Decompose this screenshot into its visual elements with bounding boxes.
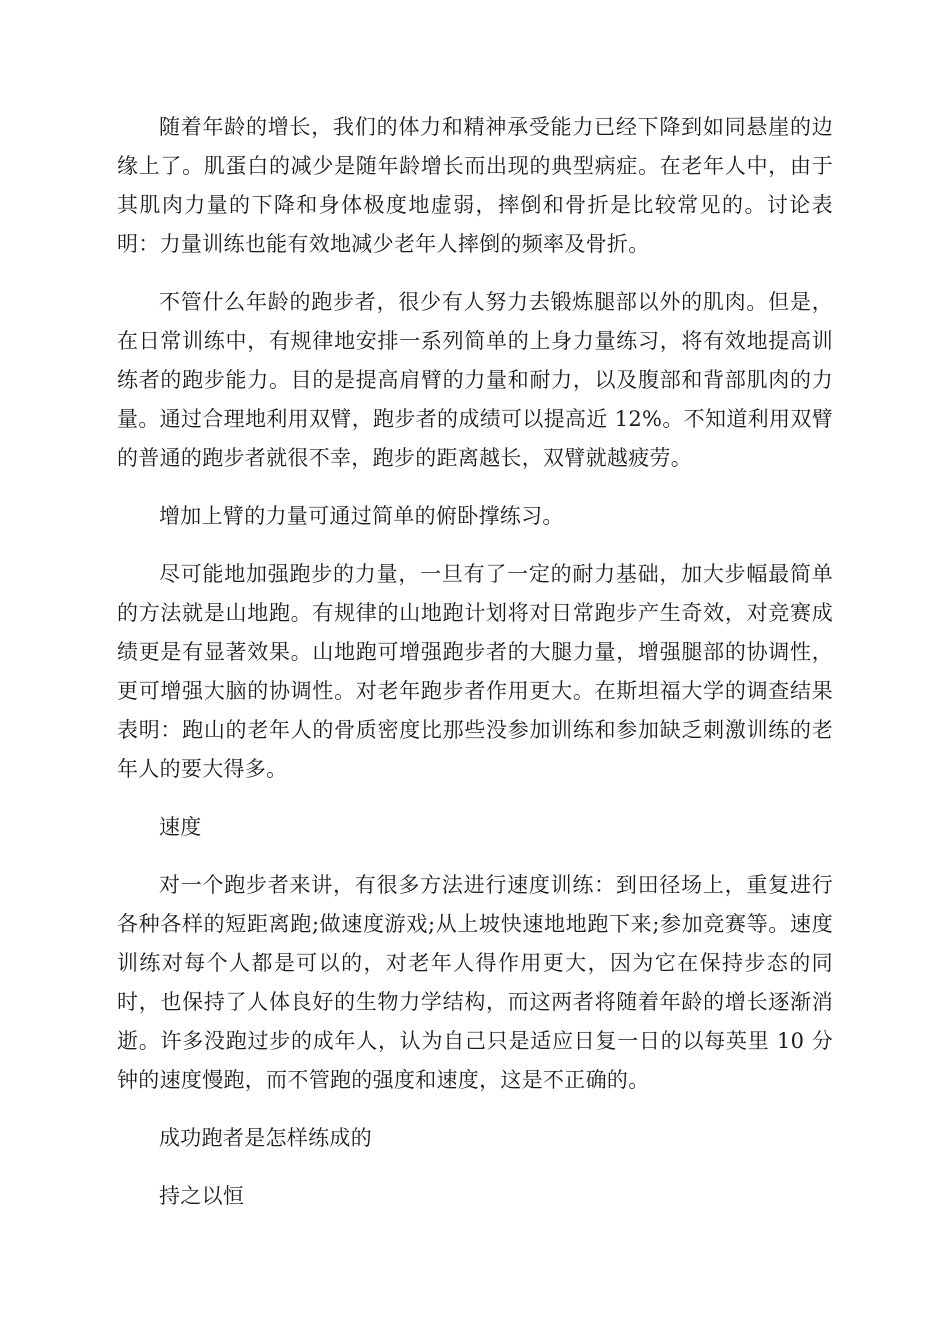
document-body bbox=[117, 108, 833, 1235]
paragraph-upper-body-training: 不管什么年龄的跑步者，很少有人努力去锻炼腿部以外的肌肉。但是，在日常训练中，有规律地安排一系列简单的上身力量练习，将有效地提高训练者的跑步能力。目的是提高肩臂的力量和耐力，以及腹部和背部肌肉的力量。通过合理地利用双臂，跑步者的成绩可以提高近 12%。不知道利用双臂的普通的跑步者就很不幸，跑步的距离越长，双臂就越疲劳。 bbox=[117, 290, 833, 470]
paragraph-hill-running: 尽可能地加强跑步的力量，一旦有了一定的耐力基础，加大步幅最简单的方法就是山地跑。有规律的山地跑计划将对日常跑步产生奇效，对竞赛成绩更是有显著效果。山地跑可增强跑步者的大腿力量，增强腿部的协调性，更可增强大脑的协调性。对老年跑步者作用更大。在斯坦福大学的调查结果表明：跑山的老年人的骨质密度比那些没参加训练和参加缺乏刺激训练的老年人的要大得多。 bbox=[117, 562, 833, 781]
heading-persistence: 持之以恒 bbox=[159, 1184, 245, 1208]
heading-successful-runner: 成功跑者是怎样练成的 bbox=[159, 1126, 372, 1150]
heading-speed: 速度 bbox=[159, 815, 202, 839]
paragraph-push-ups: 增加上臂的力量可通过简单的俯卧撑练习。 bbox=[159, 504, 564, 528]
paragraph-speed-training: 对一个跑步者来讲，有很多方法进行速度训练：到田径场上，重复进行各种各样的短距离跑;做速度游戏;从上坡快速地地跑下来;参加竞赛等。速度训练对每个人都是可以的，对老年人得作用更大，因为它在保持步态的同时，也保持了人体良好的生物力学结构，而这两者将随着年龄的增长逐渐消逝。许多没跑过步的成年人，认为自己只是适应日复一日的以每英里 10 分钟的速度慢跑，而不管跑的强度和速度，这是不正确的。 bbox=[117, 873, 833, 1092]
paragraph-aging-strength: 随着年龄的增长，我们的体力和精神承受能力已经下降到如同悬崖的边缘上了。肌蛋白的减少是随年龄增长而出现的典型病症。在老年人中，由于其肌肉力量的下降和身体极度地虚弱，摔倒和骨折是比较常见的。讨论表明：力量训练也能有效地减少老年人摔倒的频率及骨折。 bbox=[117, 115, 833, 256]
